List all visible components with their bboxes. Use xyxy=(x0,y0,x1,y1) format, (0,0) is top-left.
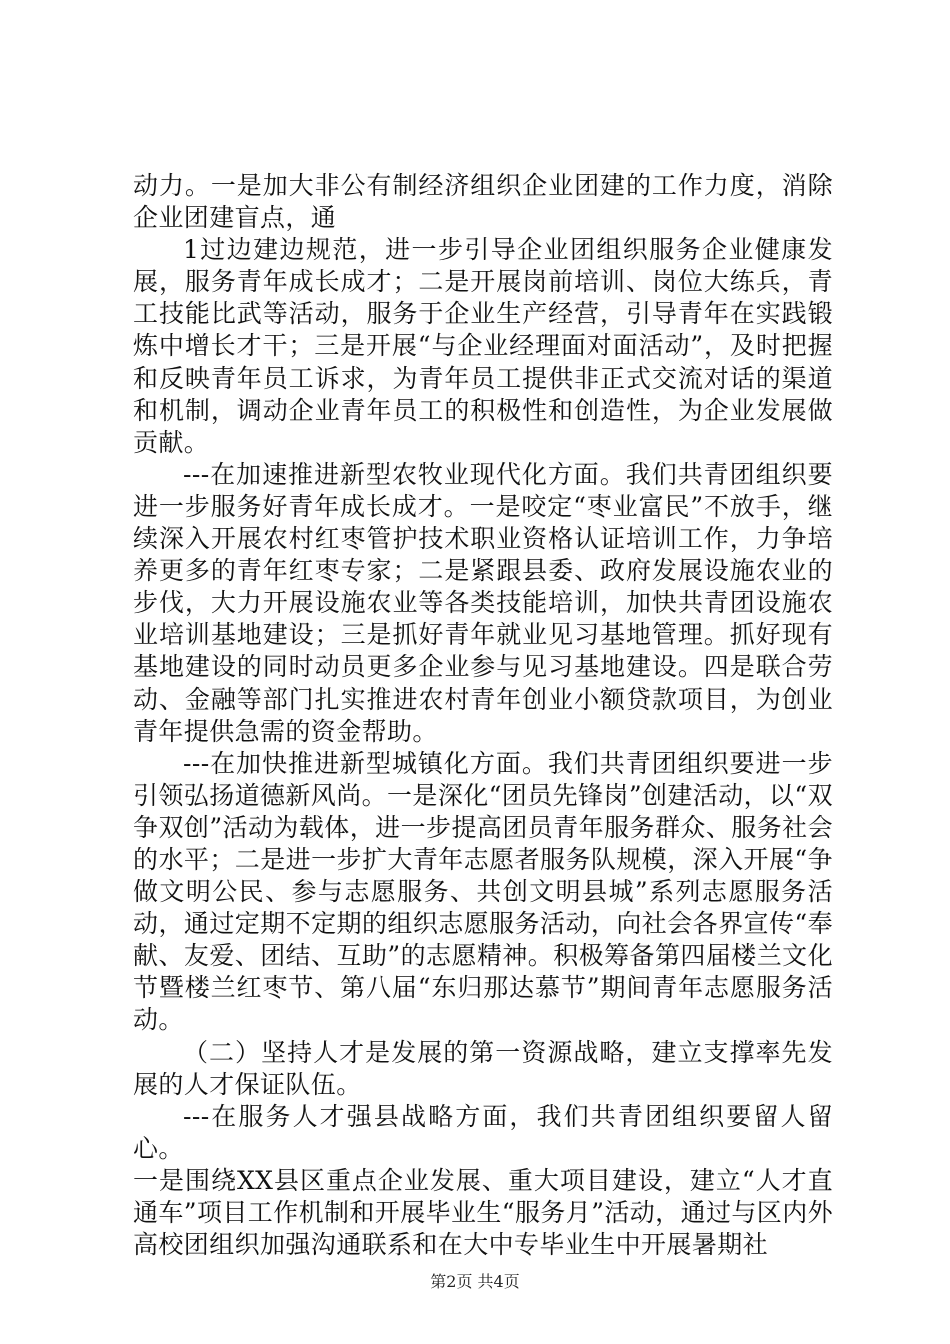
page-footer: 第2页 共4页 xyxy=(430,1272,520,1291)
paragraph-5: （二）坚持人才是发展的第一资源战略，建立支撑率先发展的人才保证队伍。 xyxy=(133,1037,833,1099)
paragraph-1: 动力。一是加大非公有制经济组织企业团建的工作力度，消除企业团建盲点，通 xyxy=(133,171,833,233)
paragraph-6: ---在服务人才强县战略方面，我们共青团组织要留人留心。 xyxy=(133,1101,833,1163)
paragraph-7: 一是围绕XX县区重点企业发展、重大项目建设，建立“人才直通车”项目工作机制和开展毕业生“服务月”活动，通过与区内外高校团组织加强沟通联系和在大中专毕业生中开展暑期社 xyxy=(133,1165,833,1260)
paragraph-4: ---在加快推进新型城镇化方面。我们共青团组织要进一步引领弘扬道德新风尚。一是深化“团员先锋岗”创建活动，以“双争双创”活动为载体，进一步提高团员青年服务群众、服务社会的水平；二是进一步扩大青年志愿者服务队规模，深入开展“争做文明公民、参与志愿服务、共创文明县城”系列志愿服务活动，通过定期不定期的组织志愿服务活动，向社会各界宣传“奉献、友爱、团结、互助”的志愿精神。积极筹备第四届楼兰文化节暨楼兰红枣节、第八届“东归那达慕节”期间青年志愿服务活动。 xyxy=(133,748,833,1035)
paragraph-3: ---在加速推进新型农牧业现代化方面。我们共青团组织要进一步服务好青年成长成才。一是咬定“枣业富民”不放手，继续深入开展农村红枣管护技术职业资格认证培训工作，力争培养更多的青年红枣专家；二是紧跟县委、政府发展设施农业的步伐，大力开展设施农业等各类技能培训，加快共青团设施农业培训基地建设；三是抓好青年就业见习基地管理。抓好现有基地建设的同时动员更多企业参与见习基地建设。四是联合劳动、金融等部门扎实推进农村青年创业小额贷款项目，为创业青年提供急需的资金帮助。 xyxy=(133,459,833,746)
document-body xyxy=(133,170,833,1261)
paragraph-2: 1过边建边规范，进一步引导企业团组织服务企业健康发展，服务青年成长成才；二是开展岗前培训、岗位大练兵，青工技能比武等活动，服务于企业生产经营，引导青年在实践锻炼中增长才干；三是开展“与企业经理面对面活动”，及时把握和反映青年员工诉求，为青年员工提供非正式交流对话的渠道和机制，调动企业青年员工的积极性和创造性，为企业发展做贡献。 xyxy=(133,235,833,457)
